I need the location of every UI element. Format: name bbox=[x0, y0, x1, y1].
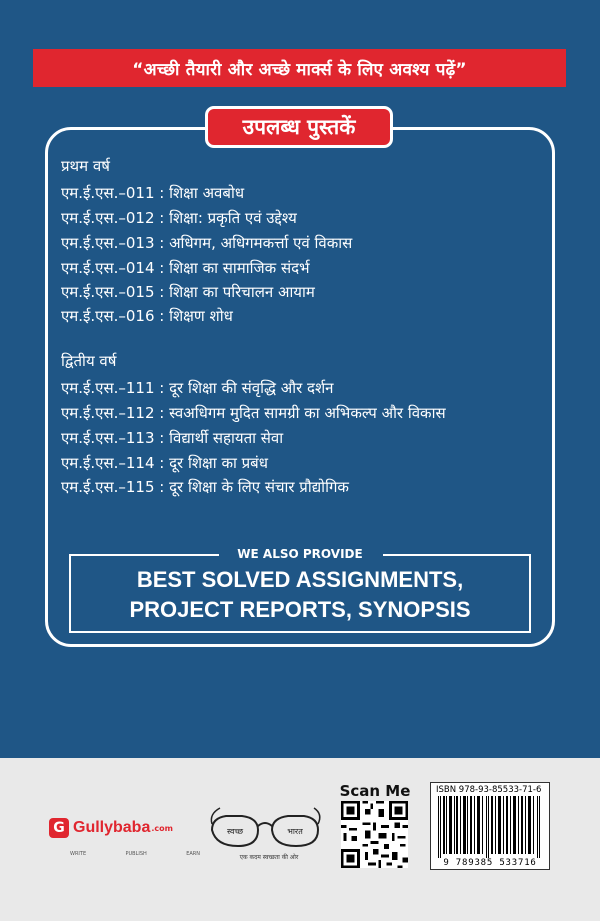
barcode-digits: 9 789385 533716 bbox=[443, 858, 537, 868]
course-row: एम.ई.एस.–016 : शिक्षण शोध bbox=[61, 307, 233, 325]
course-row: एम.ई.एस.–112 : स्वअधिगम मुदित सामग्री का अभिकल्प और विकास bbox=[61, 404, 446, 422]
course-row: एम.ई.एस.–115 : दूर शिक्षा के लिए संचार प्रौद्योगिक bbox=[61, 478, 349, 496]
year-2-title: द्वितीय वर्ष bbox=[61, 352, 117, 370]
also-provide-line-1: BEST SOLVED ASSIGNMENTS, bbox=[136, 567, 464, 592]
publisher-g-icon: G bbox=[49, 818, 69, 838]
publisher-tagline bbox=[70, 851, 200, 857]
tagline-text: “अच्छी तैयारी और अच्छे मार्क्स के लिए अवश्य पढ़ें” bbox=[132, 59, 467, 80]
isbn-number: ISBN 978-93-85533-71-6 bbox=[436, 785, 542, 795]
tag-publish: PUBLISH bbox=[125, 851, 147, 857]
qr-code-icon bbox=[341, 801, 408, 868]
course-row: एम.ई.एस.–014 : शिक्षा का सामाजिक संदर्भ bbox=[61, 259, 310, 277]
year-1-title: प्रथम वर्ष bbox=[61, 157, 110, 175]
publisher-logo bbox=[49, 815, 173, 841]
swachh-right-word: भारत bbox=[287, 827, 303, 836]
course-row: एम.ई.एस.–013 : अधिगम, अधिगमकर्त्ता एवं विकास bbox=[61, 234, 353, 252]
course-row: एम.ई.एस.–113 : विद्यार्थी सहायता सेवा bbox=[61, 429, 284, 447]
tagline-banner bbox=[33, 49, 566, 87]
tag-write: WRITE bbox=[70, 851, 87, 857]
barcode-icon bbox=[436, 796, 544, 858]
also-provide-heading-text: WE ALSO PROVIDE bbox=[227, 547, 372, 561]
course-row: एम.ई.एस.–012 : शिक्षा: प्रकृति एवं उद्देश्य bbox=[61, 209, 297, 227]
also-provide-line-2: PROJECT REPORTS, SYNOPSIS bbox=[129, 597, 471, 622]
tag-earn: EARN bbox=[186, 851, 200, 857]
available-books-heading: उपलब्ध पुस्तकें bbox=[205, 106, 393, 148]
course-row: एम.ई.एस.–015 : शिक्षा का परिचालन आयाम bbox=[61, 283, 315, 301]
course-row: एम.ई.एस.–111 : दूर शिक्षा की संवृद्धि और दर्शन bbox=[61, 379, 334, 397]
swachh-caption: एक कदम स्वच्छता की ओर bbox=[239, 854, 299, 861]
publisher-name: Gullybaba bbox=[73, 819, 151, 836]
publisher-suffix: .com bbox=[151, 823, 173, 833]
course-row: एम.ई.एस.–011 : शिक्षा अवबोध bbox=[61, 184, 245, 202]
swachh-left-word: स्वच्छ bbox=[226, 827, 244, 836]
scan-me-label: Scan Me bbox=[339, 782, 411, 800]
course-row: एम.ई.एस.–114 : दूर शिक्षा का प्रबंध bbox=[61, 454, 268, 472]
also-provide-heading bbox=[0, 545, 600, 563]
